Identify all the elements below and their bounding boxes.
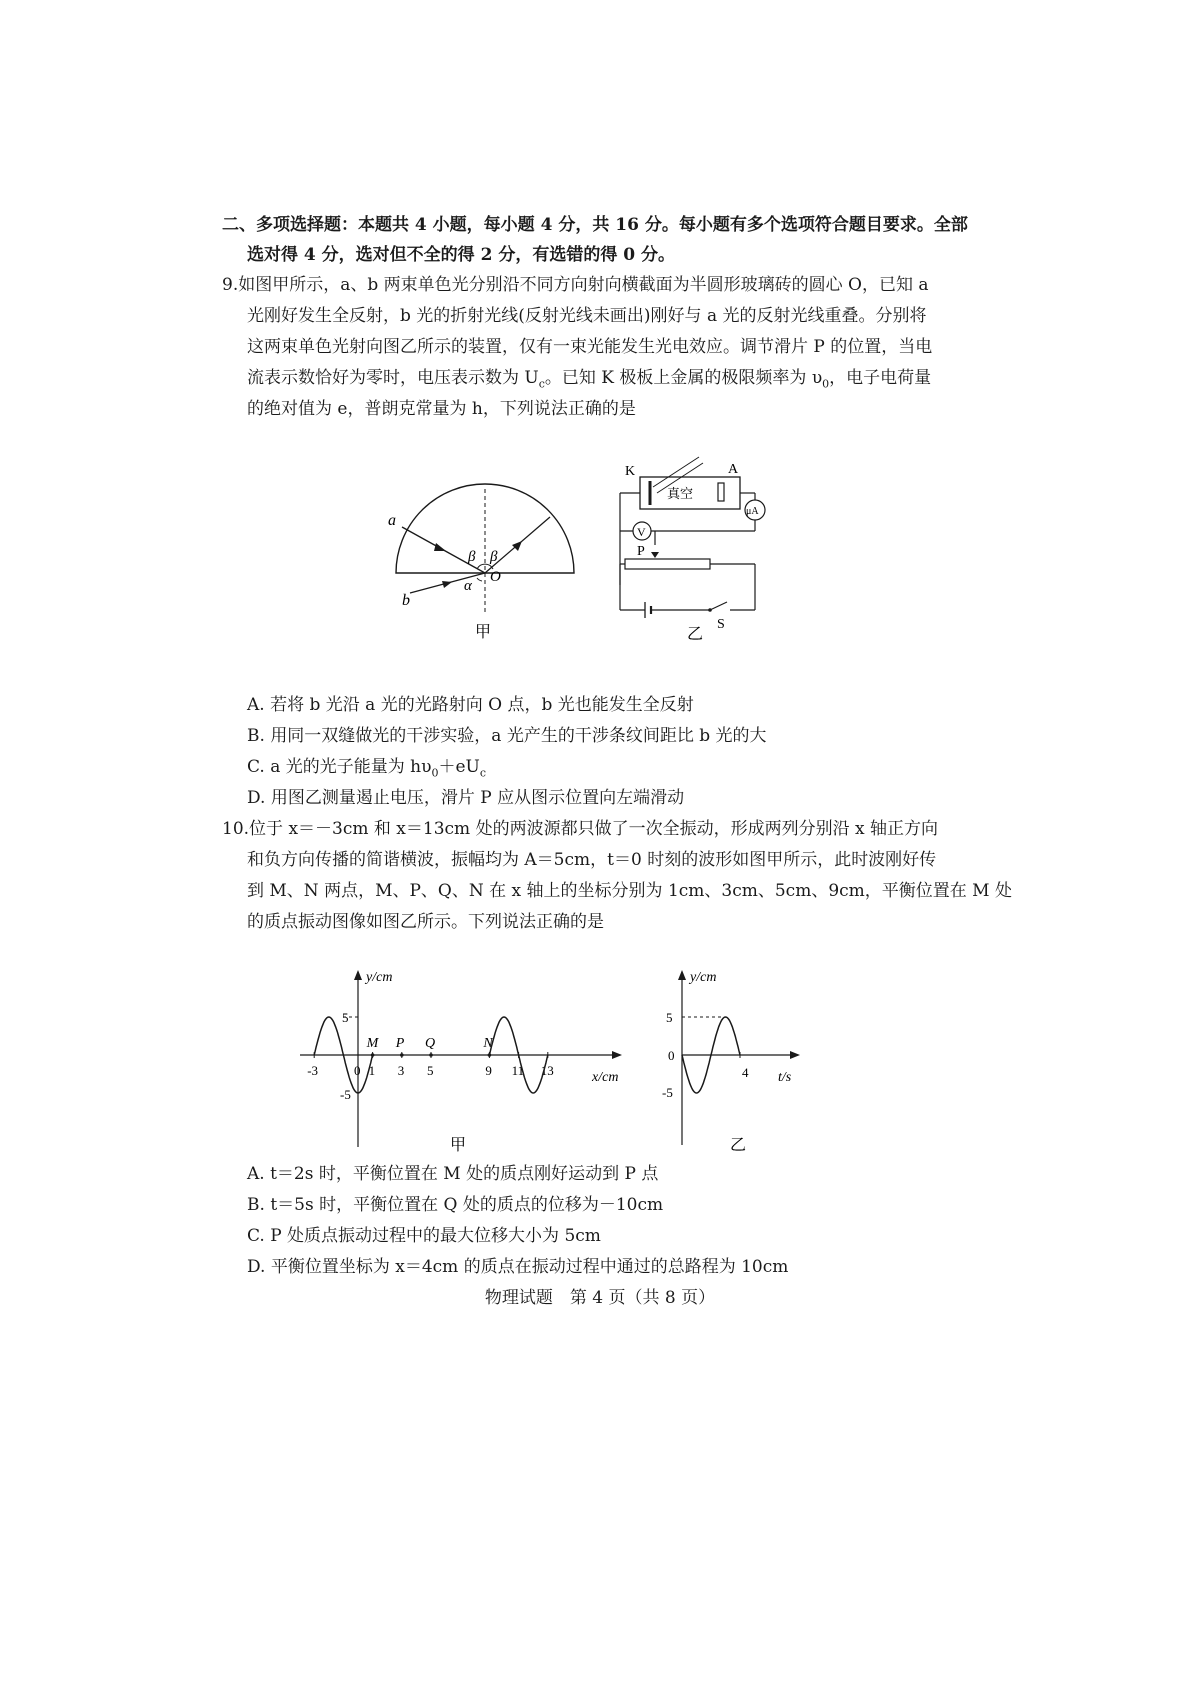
slider-P bbox=[651, 552, 659, 558]
option-letter: C. bbox=[247, 757, 265, 777]
q9-line4 bbox=[247, 366, 931, 396]
graph-yi-vibration bbox=[660, 965, 810, 1155]
y-axis-arrow bbox=[354, 970, 362, 980]
q9-line5: 的绝对值为 e，普朗克常量为 h，下列说法正确的是 bbox=[247, 399, 636, 419]
t-axis-arrow bbox=[790, 1051, 800, 1059]
label-b: b bbox=[402, 592, 410, 609]
y-tick: 5 bbox=[342, 1010, 349, 1025]
t-label: t/s bbox=[778, 1070, 792, 1085]
q9-line3: 这两束单色光射向图乙所示的装置，仅有一束光能发生光电效应。调节滑片 P 的位置，当电 bbox=[247, 337, 933, 357]
option-text: t＝5s 时，平衡位置在 Q 处的质点的位移为－10cm bbox=[270, 1195, 664, 1215]
option-letter: B. bbox=[247, 726, 265, 746]
q10-number: 10. bbox=[222, 819, 250, 839]
y-tick: 5 bbox=[666, 1010, 673, 1025]
y-tick: 0 bbox=[668, 1048, 675, 1063]
option-text: 若将 b 光沿 a 光的光路射向 O 点，b 光也能发生全反射 bbox=[270, 695, 694, 715]
option-letter: A. bbox=[247, 1164, 265, 1184]
figure-yi-circuit bbox=[615, 455, 770, 680]
point-P bbox=[400, 1053, 404, 1057]
q10-line4: 的质点振动图像如图乙所示。下列说法正确的是 bbox=[247, 912, 604, 932]
q10-line2: 和负方向传播的简谐横波，振幅均为 A＝5cm，t＝0 时刻的波形如图甲所示，此时波刚好传 bbox=[247, 850, 937, 870]
q10-option-c bbox=[247, 1224, 601, 1248]
q10-option-d bbox=[247, 1255, 788, 1279]
option-text: a 光的光子能量为 hυ bbox=[270, 757, 432, 777]
label-K: K bbox=[625, 464, 636, 479]
caption-yi: 乙 bbox=[730, 1137, 747, 1154]
x-tick-label: 3 bbox=[397, 1063, 405, 1078]
x-label: x/cm bbox=[592, 1070, 619, 1085]
y-label: y/cm bbox=[366, 970, 393, 985]
x-tick-label: 1 bbox=[368, 1063, 376, 1078]
q9-line4-b: 。已知 K 极板上金属的极限频率为 υ bbox=[544, 368, 823, 388]
q9-option-c bbox=[247, 755, 486, 785]
q9-option-b bbox=[247, 724, 767, 748]
q10-option-a bbox=[247, 1162, 658, 1186]
q9-line4-a: 流表示数恰好为零时，电压表示数为 U bbox=[247, 368, 539, 388]
caption-jia: 甲 bbox=[450, 1137, 467, 1154]
label-O: O bbox=[490, 569, 501, 585]
option-letter: D. bbox=[247, 1257, 266, 1277]
caption-yi: 乙 bbox=[687, 626, 704, 643]
ray-b-arrow bbox=[442, 581, 452, 588]
switch-S bbox=[710, 602, 727, 610]
rheostat bbox=[625, 559, 710, 569]
point-label-P: P bbox=[395, 1036, 405, 1051]
point-labels bbox=[366, 1036, 494, 1057]
anode-A bbox=[718, 483, 724, 501]
caption-jia: 甲 bbox=[475, 624, 492, 640]
label-P: P bbox=[637, 544, 645, 559]
q10-line1 bbox=[222, 817, 938, 841]
y-tick: -5 bbox=[340, 1087, 351, 1102]
ray-reflected-arrow bbox=[512, 541, 522, 551]
x-tick-label: 0 bbox=[354, 1063, 361, 1078]
label-ammeter: μA bbox=[746, 506, 759, 517]
x-tick-label: 11 bbox=[511, 1063, 525, 1078]
option-letter: C. bbox=[247, 1226, 265, 1246]
point-label-N: N bbox=[483, 1036, 493, 1051]
alpha-arc bbox=[477, 578, 482, 581]
q9-line2: 光刚好发生全反射，b 光的折射光线(反射光线未画出)刚好与 a 光的反射光线重叠。分别将 bbox=[247, 306, 927, 326]
q10-option-b bbox=[247, 1193, 663, 1217]
option-text: P 处质点振动过程中的最大位移大小为 5cm bbox=[270, 1226, 601, 1246]
label-alpha: α bbox=[464, 578, 472, 594]
point-Q bbox=[429, 1053, 433, 1057]
option-letter: D. bbox=[247, 788, 266, 808]
option-c-mid: ＋eU bbox=[438, 757, 480, 777]
light-ray-1 bbox=[653, 457, 699, 487]
label-beta-right: β bbox=[490, 549, 498, 565]
label-A: A bbox=[728, 462, 739, 477]
x-tick-label: -3 bbox=[307, 1063, 319, 1078]
q9-line4-c: ，电子电荷量 bbox=[829, 368, 932, 388]
option-text: 用同一双缝做光的干涉实验，a 光产生的干涉条纹间距比 b 光的大 bbox=[270, 726, 767, 746]
figure-jia-semicircle bbox=[380, 465, 590, 640]
q9-text: 如图甲所示，a、b 两束单色光分别沿不同方向射向横截面为半圆形玻璃砖的圆心 O，已知 a bbox=[238, 275, 929, 295]
label-vacuum: 真空 bbox=[667, 486, 694, 501]
label-a: a bbox=[388, 512, 396, 529]
q10-line3: 到 M、N 两点，M、P、Q、N 在 x 轴上的坐标分别为 1cm、3cm、5cm、9cm，平衡位置在 M 处 bbox=[247, 881, 1012, 901]
q9-option-d bbox=[247, 786, 684, 810]
y-axis-arrow bbox=[678, 970, 686, 980]
point-label-M: M bbox=[366, 1036, 379, 1051]
q9-line1 bbox=[222, 273, 929, 297]
q9-option-a bbox=[247, 693, 694, 717]
x-tick-label: 5 bbox=[427, 1063, 434, 1078]
option-letter: A. bbox=[247, 695, 265, 715]
q9-uc-sub: c bbox=[538, 377, 545, 391]
option-text: 平衡位置坐标为 x＝4cm 的质点在振动过程中通过的总路程为 10cm bbox=[270, 1257, 789, 1277]
section-header-line1: 二、多项选择题：本题共 4 小题，每小题 4 分，共 16 分。每小题有多个选项符合题目要求。全部 bbox=[222, 215, 968, 235]
y-tick: -5 bbox=[662, 1085, 673, 1100]
x-tick-label: 13 bbox=[540, 1063, 554, 1078]
label-voltmeter: V bbox=[637, 525, 646, 539]
graph-jia-wave bbox=[300, 965, 630, 1155]
page-footer: 物理试题 第 4 页（共 8 页） bbox=[484, 1288, 716, 1308]
option-text: 用图乙测量遏止电压，滑片 P 应从图示位置向左端滑动 bbox=[270, 788, 685, 808]
label-beta-left: β bbox=[468, 549, 476, 565]
q9-nu0-sub: 0 bbox=[822, 377, 830, 391]
q10-text: 位于 x＝－3cm 和 x＝13cm 处的两波源都只做了一次全振动，形成两列分别沿 x 轴正方向 bbox=[249, 819, 938, 839]
switch-pivot bbox=[708, 608, 712, 612]
y-label: y/cm bbox=[690, 970, 717, 985]
section-header-line2: 选对得 4 分，选对但不全的得 2 分，有选错的得 0 分。 bbox=[247, 245, 675, 265]
option-letter: B. bbox=[247, 1195, 265, 1215]
option-c-subc: c bbox=[479, 766, 487, 780]
point-label-Q: Q bbox=[425, 1036, 436, 1051]
label-S: S bbox=[717, 617, 725, 632]
option-text: t＝2s 时，平衡位置在 M 处的质点刚好运动到 P 点 bbox=[270, 1164, 659, 1184]
x-axis-arrow bbox=[612, 1051, 622, 1059]
q9-number: 9. bbox=[222, 275, 239, 295]
x-tick-label: 9 bbox=[485, 1063, 492, 1078]
ray-a-arrow bbox=[434, 543, 446, 551]
option-c-sub0: 0 bbox=[431, 766, 439, 780]
t-tick: 4 bbox=[742, 1065, 749, 1080]
